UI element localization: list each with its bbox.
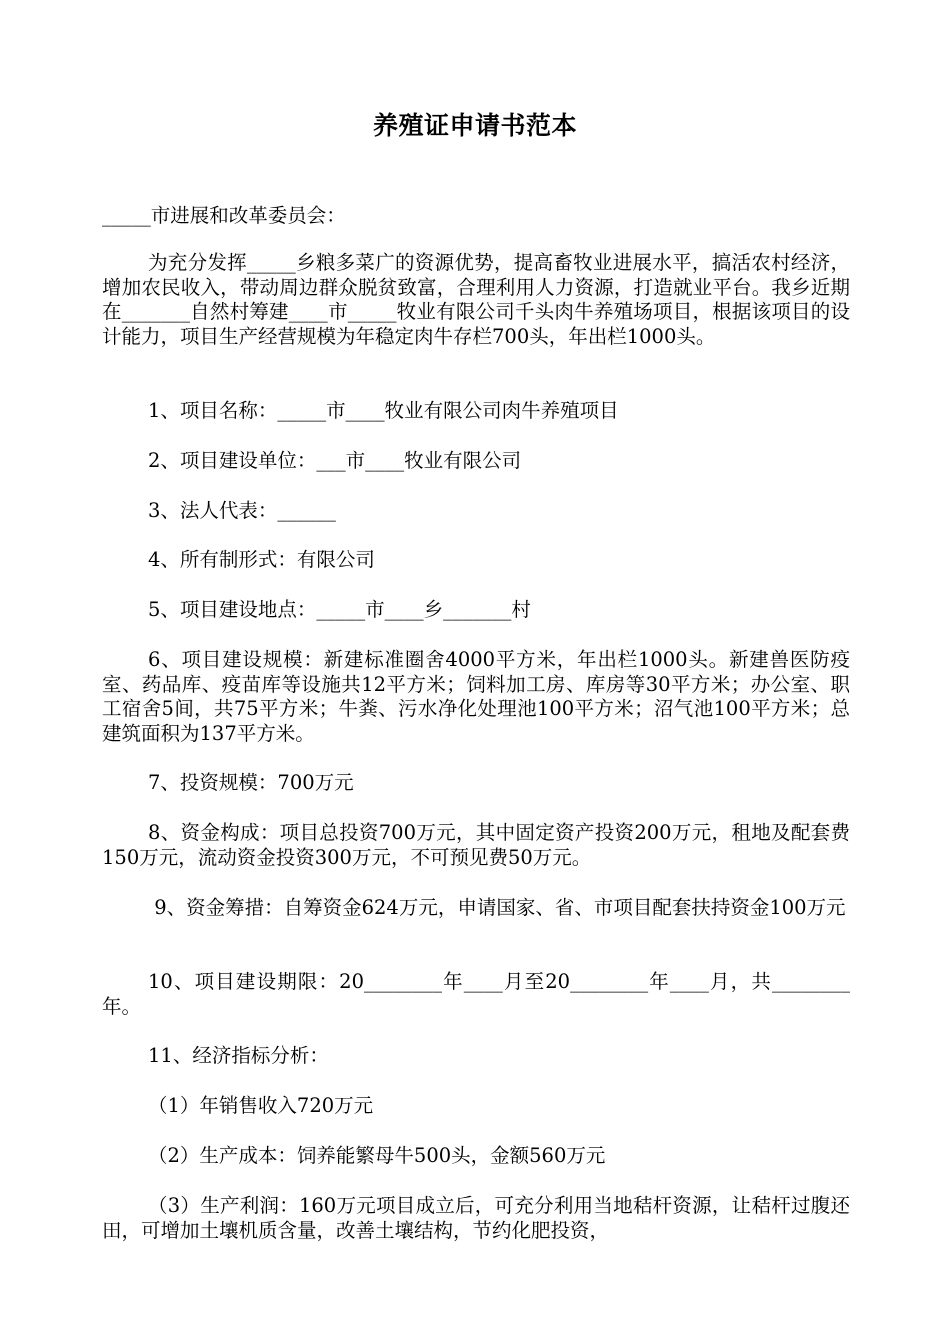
item-construction-site: 5、项目建设地点：_____市____乡_______村 xyxy=(148,598,531,621)
item-production-cost: （2）生产成本：饲养能繁母牛500头，金额560万元 xyxy=(148,1144,606,1167)
document-title: 养殖证申请书范本 xyxy=(372,111,577,140)
item-legal-representative: 3、法人代表：______ xyxy=(148,499,336,522)
item-production-profit: （3）生产利润：160万元项目成立后，可充分利用当地秸杆资源，让秸杆过腹还田，可增加土壤机质含量，改善土壤结构，节约化肥投资， xyxy=(102,1194,850,1242)
item-annual-revenue: （1）年销售收入720万元 xyxy=(148,1094,374,1117)
item-construction-period: 10、项目建设期限：20________年____月至20________年____月，共________年。 xyxy=(102,970,850,1018)
item-ownership-form: 4、所有制形式：有限公司 xyxy=(148,548,375,571)
item-project-name: 1、项目名称：_____市____牧业有限公司肉牛养殖项目 xyxy=(148,399,619,422)
item-economic-analysis: 11、经济指标分析： xyxy=(148,1044,329,1067)
salutation: _____市进展和改革委员会： xyxy=(102,204,346,227)
item-investment-scale: 7、投资规模：700万元 xyxy=(148,771,354,794)
item-fund-raising: 9、资金筹措：自筹资金624万元，申请国家、省、市项目配套扶持资金100万元 xyxy=(148,896,846,919)
item-construction-unit: 2、项目建设单位：___市____牧业有限公司 xyxy=(148,449,522,472)
item-capital-composition: 8、资金构成：项目总投资700万元，其中固定资产投资200万元，租地及配套费150万元，流动资金投资300万元，不可预见费50万元。 xyxy=(102,821,850,869)
intro-paragraph: 为充分发挥_____乡粮多菜广的资源优势，提高畜牧业进展水平，搞活农村经济，增加农民收入，带动周边群众脱贫致富，合理利用人力资源，打造就业平台。我乡近期在_______自然村筹建____市_____牧业有限公司千头肉牛养殖场项目，根据该项目的设计能力，项目生产经营规模为年稳定肉牛存栏700头，年出栏1000头。 xyxy=(102,251,850,348)
item-construction-scale: 6、项目建设规模：新建标准圈舍4000平方米，年出栏1000头。新建兽医防疫室、药品库、疫苗库等设施共12平方米；饲料加工房、库房等30平方米；办公室、职工宿舍5间，共75平方米；牛粪、污水净化处理池100平方米；沼气池100平方米；总建筑面积为137平方米。 xyxy=(102,648,850,745)
